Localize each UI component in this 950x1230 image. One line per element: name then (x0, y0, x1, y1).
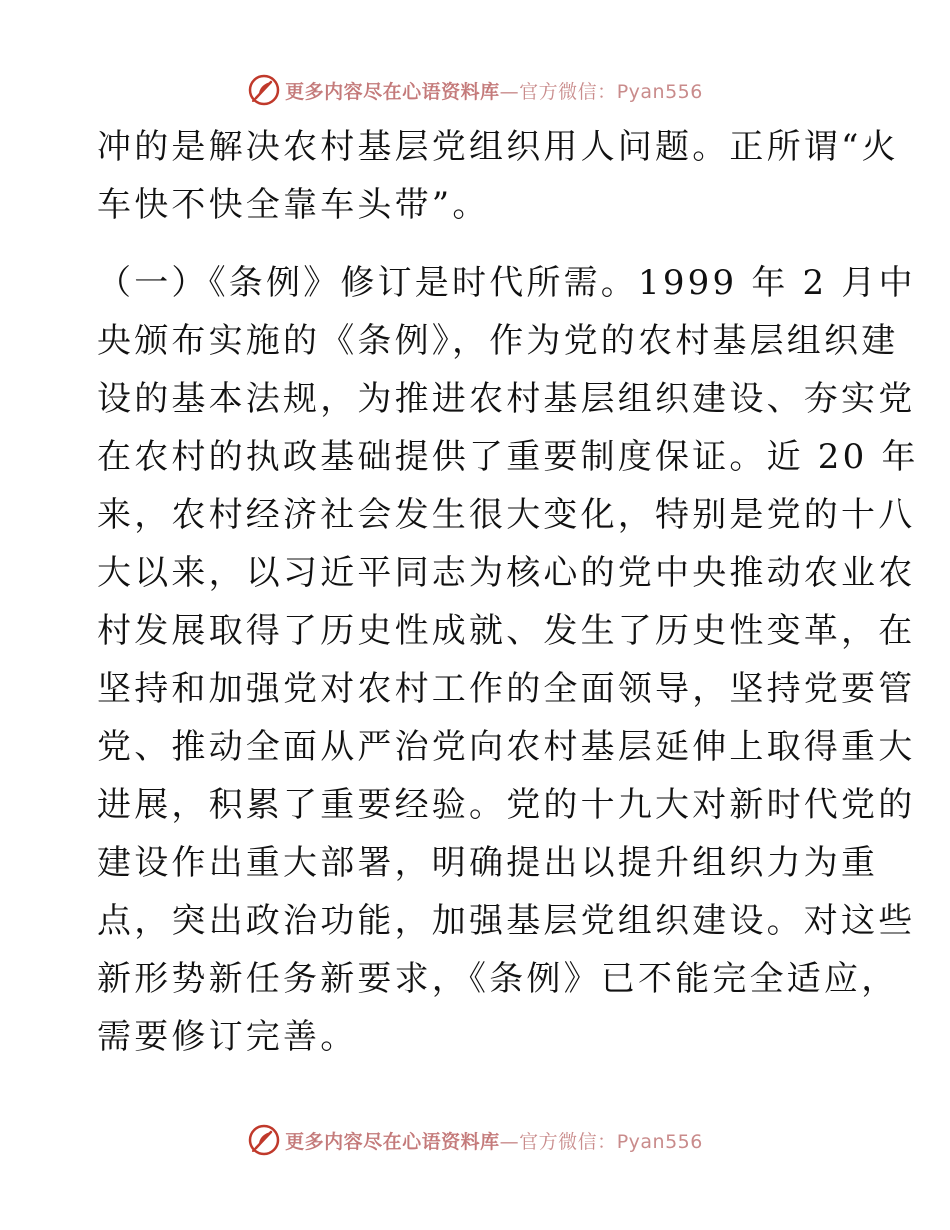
banner-separator-text: —官方微信： (499, 80, 617, 103)
text-line: 冲的是解决农村基层党组织用人问题。正所谓“火 (97, 127, 899, 167)
banner-text (285, 77, 703, 104)
text-line: 坚持和加强党对农村工作的全面领导，坚持党要管 (97, 669, 916, 709)
text-line: （一）《条例》修订是时代所需。1999 年 2 月中 (97, 263, 916, 303)
footer-watermark-banner (0, 1120, 950, 1160)
text-line: 来，农村经济社会发生很大变化，特别是党的十八 (97, 495, 916, 535)
text-line: 车快不快全靠车头带”。 (97, 185, 490, 225)
text-line: 大以来，以习近平同志为核心的党中央推动农业农 (97, 553, 916, 593)
feather-logo-icon (247, 73, 281, 107)
text-line: 新形势新任务新要求，《条例》已不能完全适应， (97, 959, 899, 999)
banner-main-text: 更多内容尽在心语资料库 (285, 80, 500, 103)
header-watermark-banner (0, 70, 950, 110)
banner-inner (247, 1123, 703, 1157)
text-line: 点，突出政治功能，加强基层党组织建设。对这些 (97, 901, 916, 941)
banner-handle-text: Pyan556 (616, 1130, 703, 1153)
banner-text (285, 1127, 703, 1154)
banner-separator-text: —官方微信： (499, 1130, 617, 1153)
text-line: 设的基本法规，为推进农村基层组织建设、夯实党 (97, 379, 916, 419)
text-line: 建设作出重大部署，明确提出以提升组织力为重 (97, 843, 879, 883)
text-line: 党、推动全面从严治党向农村基层延伸上取得重大 (97, 727, 916, 767)
document-body (97, 118, 919, 1066)
banner-handle-text: Pyan556 (616, 80, 703, 103)
text-line: 村发展取得了历史性成就、发生了历史性变革，在 (97, 611, 916, 651)
text-line: 在农村的执政基础提供了重要制度保证。近 20 年 (97, 437, 919, 477)
text-line: 进展，积累了重要经验。党的十九大对新时代党的 (97, 785, 916, 825)
text-line: 需要修订完善。 (97, 1017, 358, 1057)
feather-logo-icon (247, 1123, 281, 1157)
paragraph-1 (97, 118, 899, 234)
banner-main-text: 更多内容尽在心语资料库 (285, 1130, 500, 1153)
text-line: 央颁布实施的《条例》，作为党的农村基层组织建 (97, 321, 899, 361)
banner-inner (247, 73, 703, 107)
